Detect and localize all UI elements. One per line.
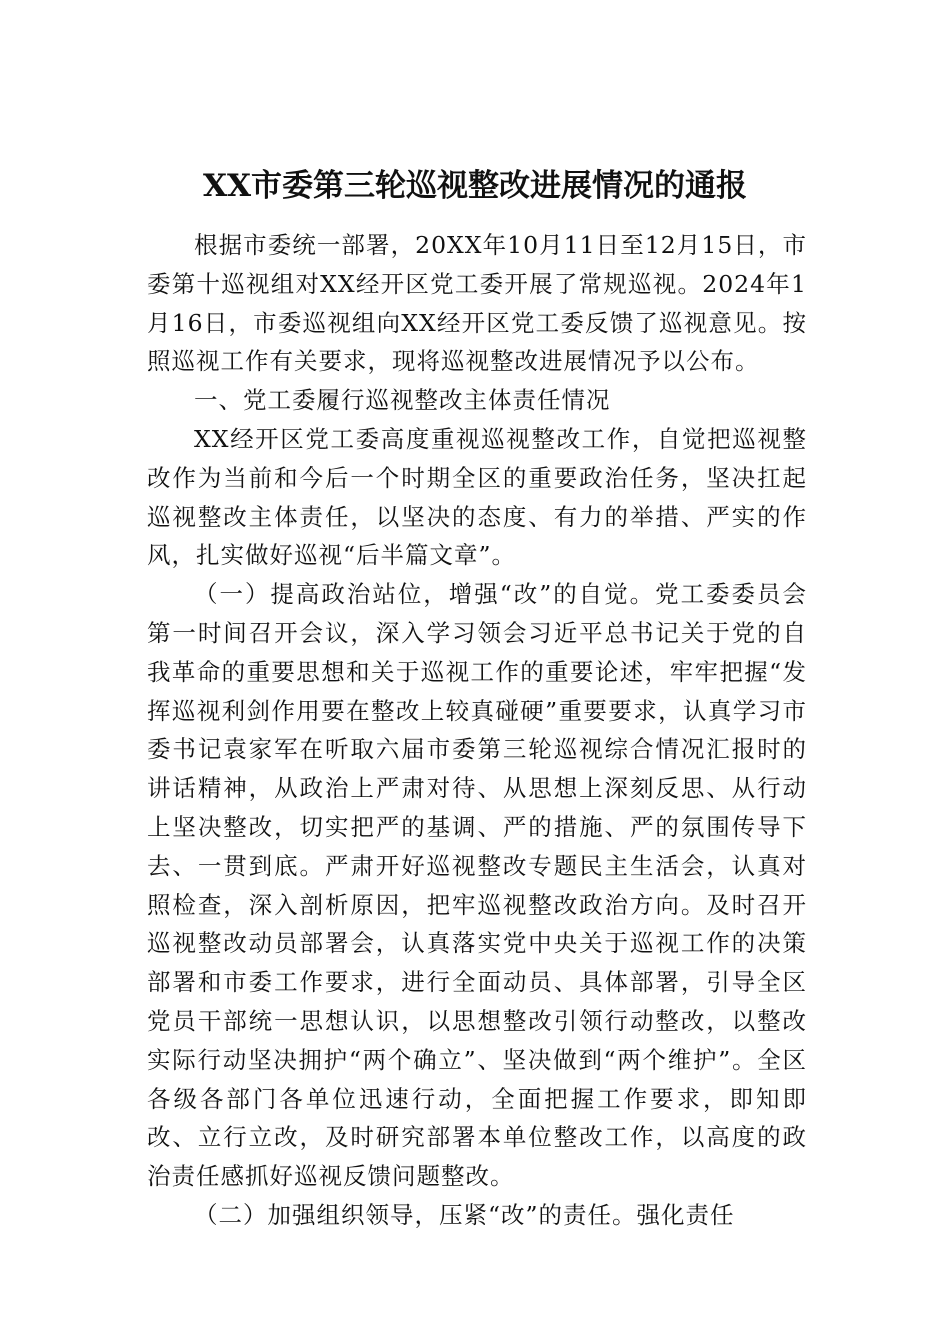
paragraph-overview: XX经开区党工委高度重视巡视整改工作，自觉把巡视整改作为当前和今后一个时期全区的重要政治任务，坚决扛起巡视整改主体责任，以坚决的态度、有力的举措、严实的作风，扎实做好巡视“后半篇文章”。 xyxy=(147,424,807,570)
document-body xyxy=(147,226,807,1235)
section-heading: 一、党工委履行巡视整改主体责任情况 xyxy=(194,386,611,415)
paragraph-intro: 根据市委统一部署，20XX年10月11日至12月15日，市委第十巡视组对XX经开区党工委开展了常规巡视。2024年1月16日，市委巡视组向XX经开区党工委反馈了巡视意见。按照巡视工作有关要求，现将巡视整改进展情况予以公布。 xyxy=(147,231,807,376)
paragraph-subsection-1: （一）提高政治站位，增强“改”的自觉。党工委委员会第一时间召开会议，深入学习领会习近平总书记关于党的自我革命的重要思想和关于巡视工作的重要论述，牢牢把握“发挥巡视利剑作用要在整改上较真碰硬”重要要求，认真学习市委书记袁家军在听取六届市委第三轮巡视综合情况汇报时的讲话精神，从政治上严肃对待、从思想上深刻反思、从行动上坚决整改，切实把严的基调、严的措施、严的氛围传导下去、一贯到底。严肃开好巡视整改专题民主生活会，认真对照检查，深入剖析原因，把牢巡视整改政治方向。及时召开巡视整改动员部署会，认真落实党中央关于巡视工作的决策部署和市委工作要求，进行全面动员、具体部署，引导全区党员干部统一思想认识，以思想整改引领行动整改，以整改实际行动坚决拥护“两个确立”、坚决做到“两个维护”。全区各级各部门各单位迅速行动，全面把握工作要求，即知即改、立行立改，及时研究部署本单位整改工作，以高度的政治责任感抓好巡视反馈问题整改。 xyxy=(147,580,807,1191)
document-title: XX市委第三轮巡视整改进展情况的通报 xyxy=(202,168,748,204)
paragraph-subsection-2: （二）加强组织领导，压紧“改”的责任。强化责任 xyxy=(194,1200,735,1229)
